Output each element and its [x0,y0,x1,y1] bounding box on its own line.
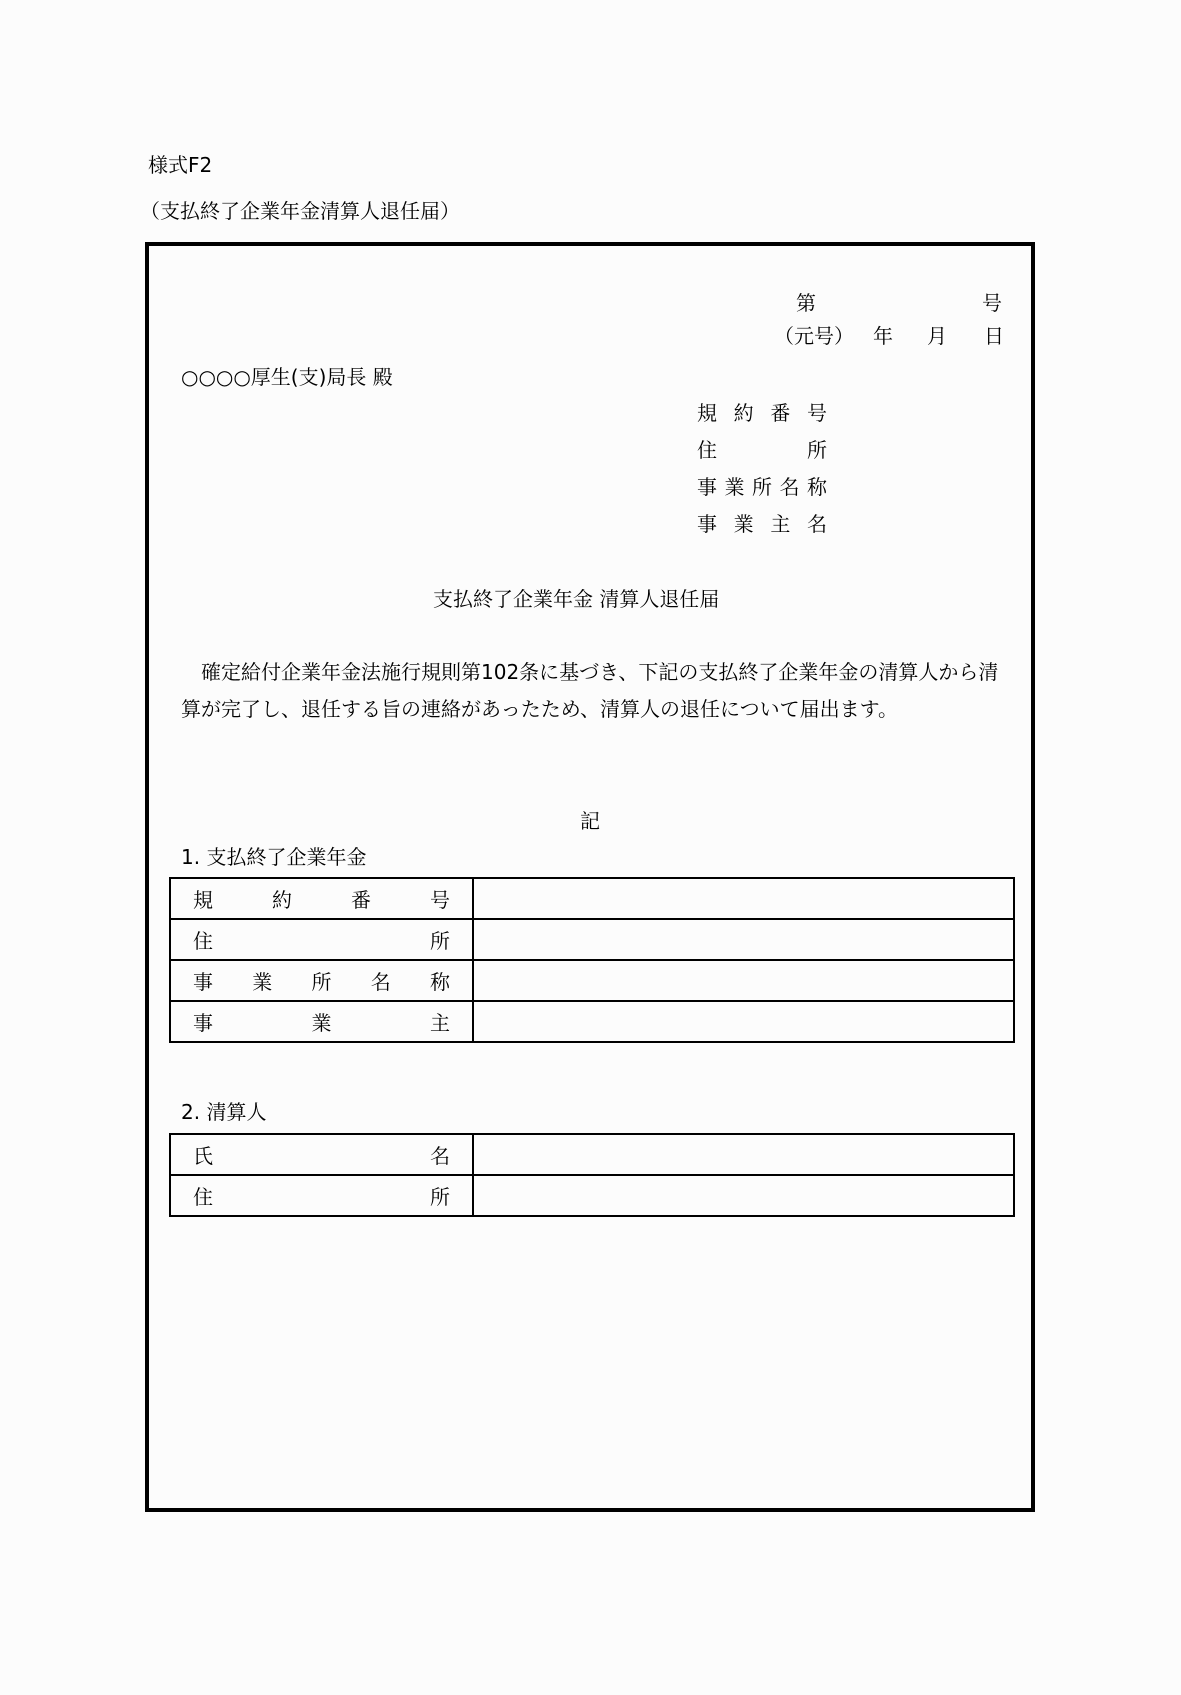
employer-field[interactable] [473,1001,1014,1042]
pension-plan-table [169,877,1015,1043]
date-month: 月 [927,324,947,348]
plan-number-field[interactable] [473,878,1014,919]
document-title: 支払終了企業年金 清算人退任届 [433,587,720,611]
row-label-office-name: 事 業 所 名 称 [170,960,473,1001]
body-paragraph: 確定給付企業年金法施行規則第102条に基づき、下記の支払終了企業年金の清算人から清算が完了し、退任する旨の連絡があったため、清算人の退任について届出ます。 [181,660,999,721]
addressee: ○○○○厚生(支)局長 殿 [181,365,393,389]
date-year: 年 [873,324,893,348]
row-label-address: 住 所 [170,919,473,960]
form-subtitle: （支払終了企業年金清算人退任届） [140,199,460,223]
row-label-address: 住 所 [170,1175,473,1216]
submitter-label-office-name: 事 業 所 名 称 [697,475,827,499]
ki-heading: 記 [580,809,600,833]
table-row [170,960,1014,1001]
submitter-label-plan-number: 規 約 番 号 [697,401,827,425]
office-name-field[interactable] [473,960,1014,1001]
form-code: 様式F2 [148,153,213,177]
document-number [796,292,1002,314]
number-prefix: 第 [796,291,816,315]
date-line [774,325,1004,347]
liquidator-table [169,1133,1015,1217]
section2-heading: 2. 清算人 [181,1100,267,1124]
date-era: （元号） [774,324,854,348]
address-field[interactable] [473,919,1014,960]
submitter-label-employer-name: 事 業 主 名 [697,512,827,536]
table-row [170,919,1014,960]
table-row [170,1175,1014,1216]
liquidator-name-field[interactable] [473,1134,1014,1175]
section1-heading: 1. 支払終了企業年金 [181,845,367,869]
liquidator-address-field[interactable] [473,1175,1014,1216]
row-label-employer: 事 業 主 [170,1001,473,1042]
table-row [170,1001,1014,1042]
row-label-plan-number: 規 約 番 号 [170,878,473,919]
date-day: 日 [984,324,1004,348]
row-label-name: 氏 名 [170,1134,473,1175]
submitter-label-address: 住 所 [697,438,827,462]
table-row [170,878,1014,919]
table-row [170,1134,1014,1175]
number-suffix: 号 [982,291,1002,315]
